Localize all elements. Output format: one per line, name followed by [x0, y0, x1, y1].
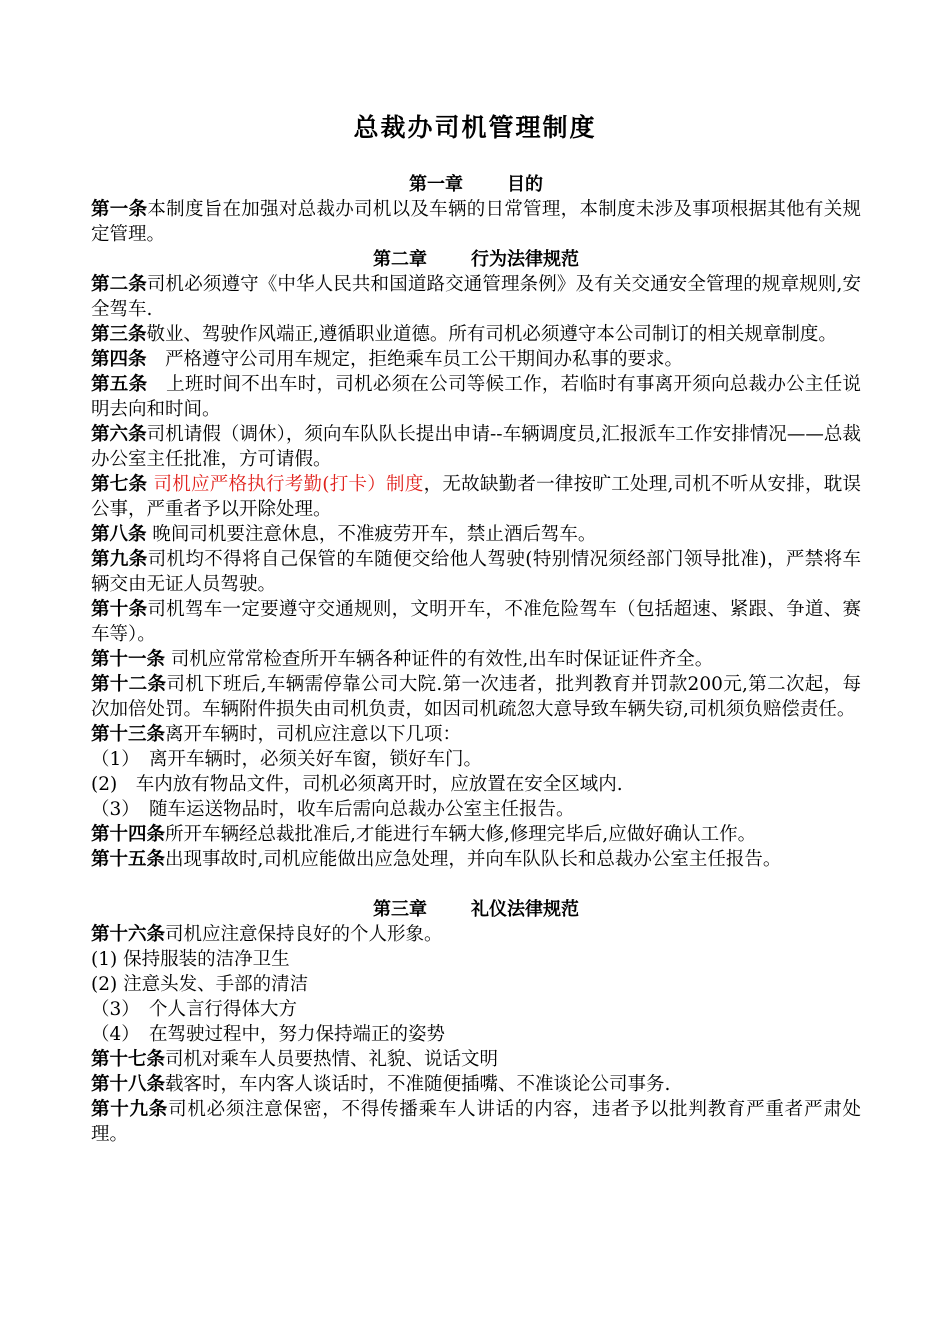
article-label: 第十六条	[91, 924, 166, 945]
article-label: 第十八条	[91, 1074, 166, 1095]
article-text: ，无故缺勤者一律按旷工处理,司机不听从安排，耽误公事，严重者予以开除处理。	[91, 474, 861, 520]
article-label: 第十三条	[91, 724, 166, 745]
chapter-heading	[91, 172, 861, 197]
article	[91, 597, 861, 647]
article	[91, 197, 861, 247]
article-label: 第十四条	[91, 824, 166, 845]
article-text: 载客时，车内客人谈话时，不准随便插嘴、不准谈论公司事务.	[165, 1074, 671, 1095]
article-text: 上班时间不出车时，司机必须在公司等候工作，若临时有事离开须向总裁办公主任说明去向和时间。	[91, 374, 861, 420]
article-text: 司机应常常检查所开车辆各种证件的有效性,出车时保证证件齐全。	[165, 649, 714, 670]
article	[91, 822, 861, 847]
article	[91, 1072, 861, 1097]
article-highlight-text: 司机应严格执行考勤(打卡）制度	[147, 474, 424, 495]
article-label: 第九条	[91, 549, 148, 570]
article-text: 出现事故时,司机应能做出应急处理，并向车队队长和总裁办公室主任报告。	[165, 849, 782, 870]
article-text: 司机应注意保持良好的个人形象。	[165, 924, 443, 945]
article-label: 第三条	[91, 324, 147, 345]
chapter-number: 第二章	[373, 249, 427, 270]
article-text: 司机请假（调休），须向车队队长提出申请--车辆调度员,汇报派车工作安排情况——总裁办公室主任批准，方可请假。	[91, 424, 861, 470]
article-label: 第十条	[91, 599, 148, 620]
article-text: 司机驾车一定要遵守交通规则，文明开车，不准危险驾车（包括超速、紧跟、争道、赛车等）。	[91, 599, 861, 645]
article	[91, 847, 861, 872]
article-text: 司机下班后,车辆需停靠公司大院.第一次违者，批判教育并罚款200元,第二次起，每次加倍处罚。车辆附件损失由司机负责，如因司机疏忽大意导致车辆失窃,司机须负赔偿责任。	[91, 674, 861, 720]
list-item: (1) 保持服装的洁净卫生	[91, 949, 290, 970]
article	[91, 1047, 861, 1072]
list-item: （3） 个人言行得体大方	[91, 999, 298, 1020]
article	[91, 1097, 861, 1147]
article-text: 司机必须遵守《中华人民共和国道路交通管理条例》及有关交通安全管理的规章规则,安全驾车.	[91, 274, 861, 320]
article	[91, 547, 861, 597]
list-item: （4） 在驾驶过程中，努力保持端正的姿势	[91, 1024, 446, 1045]
article	[91, 272, 861, 322]
article-text: 司机必须注意保密，不得传播乘车人讲话的内容，违者予以批判教育严重者严肃处理。	[91, 1099, 861, 1145]
list-item: （3） 随车运送物品时，收车后需向总裁办公室主任报告。	[91, 799, 575, 820]
article-text: 离开车辆时，司机应注意以下几项：	[165, 724, 462, 745]
article	[91, 522, 861, 547]
article-text: 司机均不得将自己保管的车随便交给他人驾驶(特别情况须经部门领导批准)，严禁将车辆交由无证人员驾驶。	[91, 549, 861, 595]
article-label: 第一条	[91, 199, 148, 220]
article	[91, 647, 861, 672]
chapter-name: 目的	[507, 174, 543, 195]
article-text: 司机对乘车人员要热情、礼貌、说话文明	[165, 1049, 499, 1070]
article	[91, 672, 861, 722]
article-label: 第八条	[91, 524, 147, 545]
article	[91, 422, 861, 472]
article	[91, 347, 861, 372]
chapter-name: 礼仪法律规范	[471, 899, 579, 920]
article-text: 所开车辆经总裁批准后,才能进行车辆大修,修理完毕后,应做好确认工作。	[165, 824, 757, 845]
article-text: 敬业、驾驶作风端正,遵循职业道德。所有司机必须遵守本公司制订的相关规章制度。	[146, 324, 837, 345]
article	[91, 322, 861, 347]
chapter-name: 行为法律规范	[471, 249, 579, 270]
article-label: 第二条	[91, 274, 147, 295]
article	[91, 372, 861, 422]
chapter-heading	[91, 897, 861, 922]
article-label: 第十五条	[91, 849, 166, 870]
article-label: 第六条	[91, 424, 147, 445]
article-label: 第十七条	[91, 1049, 166, 1070]
chapter-number: 第一章	[409, 174, 463, 195]
article-text: 本制度旨在加强对总裁办司机以及车辆的日常管理，本制度未涉及事项根据其他有关规定管理。	[91, 199, 861, 245]
chapter-heading	[91, 247, 861, 272]
document-title: 总裁办司机管理制度	[353, 113, 597, 142]
article-label: 第十九条	[91, 1099, 169, 1120]
list-item: (2) 车内放有物品文件，司机必须离开时，应放置在安全区域内.	[91, 774, 623, 795]
article-label: 第十二条	[91, 674, 167, 695]
article-label: 第五条	[91, 374, 148, 395]
list-item: (2) 注意头发、手部的清洁	[91, 974, 309, 995]
article-text: 晚间司机要注意休息，不准疲劳开车，禁止酒后驾车。	[146, 524, 597, 545]
document-body	[91, 172, 861, 1147]
article	[91, 472, 861, 522]
article-label: 第七条	[91, 474, 148, 495]
article-label: 第十一条	[91, 649, 166, 670]
article	[91, 722, 861, 747]
article-label: 第四条	[91, 349, 147, 370]
article	[91, 922, 861, 947]
article-text: 严格遵守公司用车规定，拒绝乘车员工公干期间办私事的要求。	[146, 349, 684, 370]
list-item: （1） 离开车辆时，必须关好车窗，锁好车门。	[91, 749, 483, 770]
chapter-number: 第三章	[373, 899, 427, 920]
